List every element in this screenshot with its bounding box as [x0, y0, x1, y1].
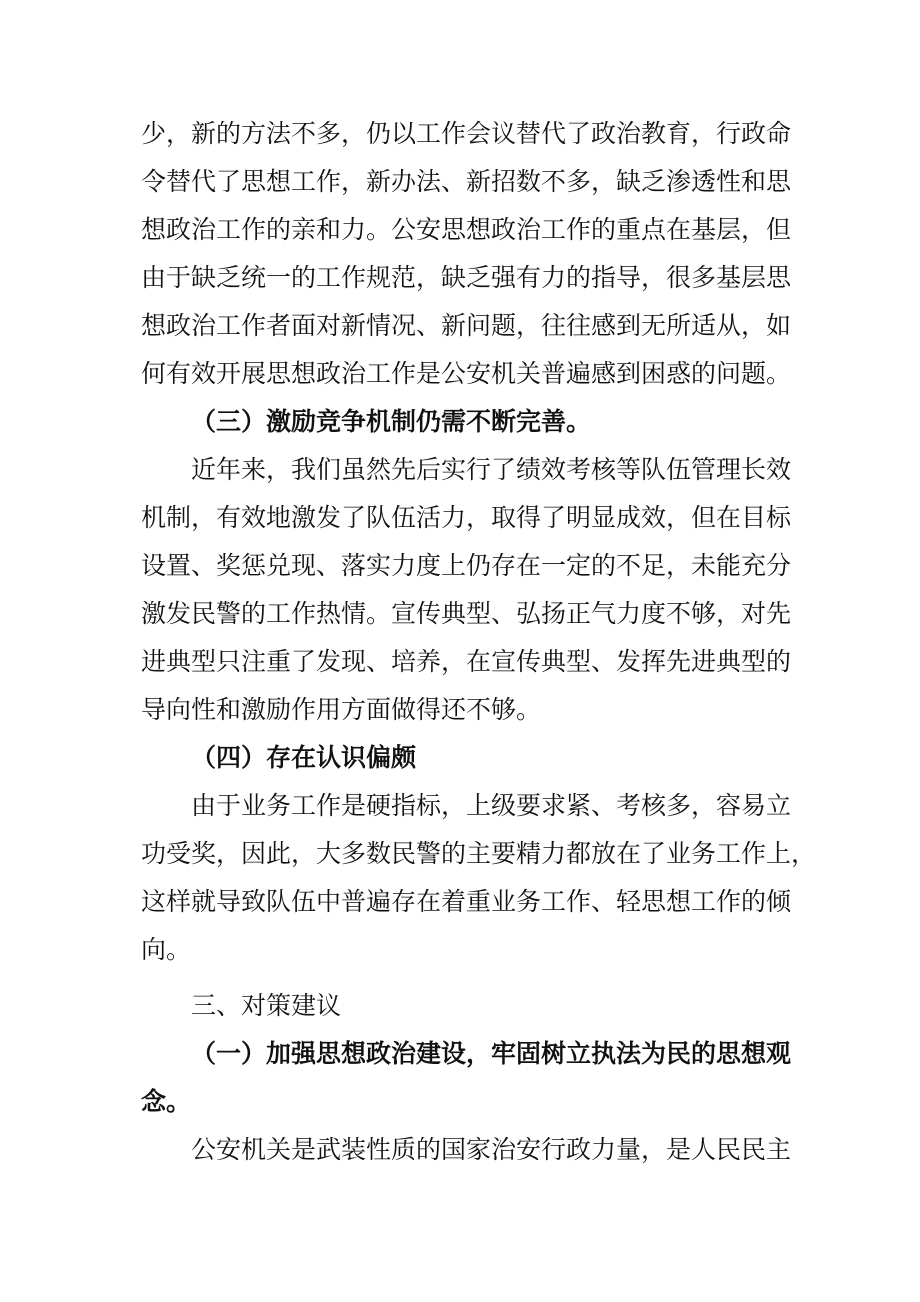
paragraph-line: 激发民警的工作热情。宣传典型、弘扬正气力度不够，对先	[141, 599, 792, 628]
section-heading: 念。	[141, 1087, 192, 1116]
paragraph-line: 由于缺乏统一的工作规范，缺乏强有力的指导，很多基层思	[141, 263, 792, 292]
paragraph-line: 公安机关是武装性质的国家治安行政力量，是人民民主	[191, 1135, 792, 1164]
paragraph-line: 何有效开展思想政治工作是公安机关普遍感到困惑的问题。	[141, 359, 792, 388]
paragraph-line: 令替代了思想工作，新办法、新招数不多，缺乏渗透性和思	[141, 167, 792, 196]
section-heading: （四）存在认识偏颇	[191, 743, 417, 772]
paragraph-line: 进典型只注重了发现、培养，在宣传典型、发挥先进典型的	[141, 647, 792, 676]
paragraph-line: 少，新的方法不多，仍以工作会议替代了政治教育，行政命	[141, 119, 792, 148]
paragraph-line: 向。	[141, 935, 192, 964]
paragraph-line: 导向性和激励作用方面做得还不够。	[141, 695, 542, 724]
paragraph-line: 功受奖，因此，大多数民警的主要精力都放在了业务工作上，	[141, 839, 817, 868]
paragraph-line: 由于业务工作是硬指标，上级要求紧、考核多，容易立	[191, 791, 792, 820]
chapter-heading: 三、对策建议	[191, 991, 342, 1020]
paragraph-line: 这样就导致队伍中普遍存在着重业务工作、轻思想工作的倾	[141, 887, 792, 916]
paragraph-line: 机制，有效地激发了队伍活力，取得了明显成效，但在目标	[141, 503, 792, 532]
section-heading: （三）激励竞争机制仍需不断完善。	[191, 407, 592, 436]
paragraph-line: 设置、奖惩兑现、落实力度上仍存在一定的不足，未能充分	[141, 551, 792, 580]
paragraph-line: 想政治工作者面对新情况、新问题，往往感到无所适从，如	[141, 311, 792, 340]
section-heading: （一）加强思想政治建设，牢固树立执法为民的思想观	[191, 1039, 792, 1068]
paragraph-line: 近年来，我们虽然先后实行了绩效考核等队伍管理长效	[191, 455, 792, 484]
paragraph-line: 想政治工作的亲和力。公安思想政治工作的重点在基层，但	[141, 215, 792, 244]
